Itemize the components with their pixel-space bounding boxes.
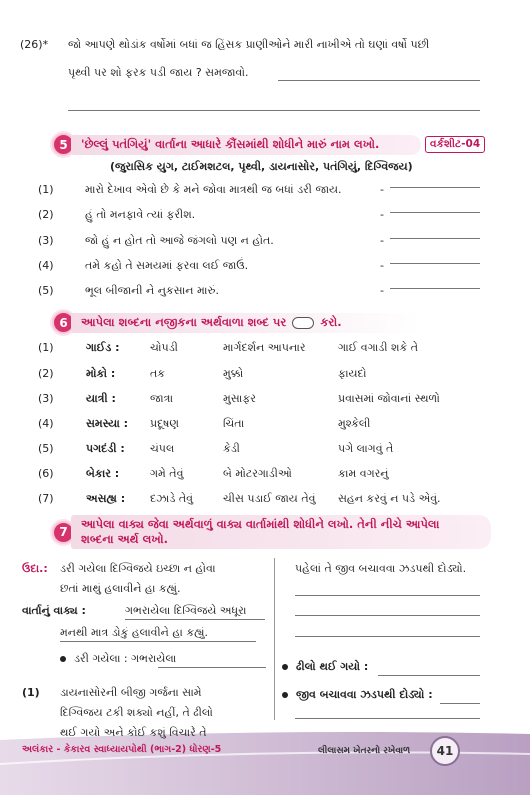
keyword: બેકાર : [86, 467, 120, 480]
option[interactable]: મુસાફર [223, 392, 256, 405]
page-number: 41 [430, 736, 460, 766]
option[interactable]: ચોપડી [150, 341, 178, 354]
option[interactable]: તક [150, 367, 166, 380]
option[interactable]: મુક્કો [223, 367, 244, 380]
answer-line[interactable] [295, 636, 480, 637]
section-title-wrap [71, 313, 421, 333]
item-number: (3) [38, 234, 54, 247]
story-sentence-line1: ગભરાયેલા દિગ્વિજયે અધૂરા [125, 604, 247, 617]
keyword: મોકો : [86, 367, 116, 380]
item-text: જો હું ન હોત તો આજે જંગલો પણ ન હોત. [85, 234, 274, 247]
item-text: હું તો મનફાવે ત્યાં ફરીશ. [85, 208, 196, 221]
dash: - [380, 259, 384, 272]
section-number-badge: 7 [52, 521, 75, 544]
section-title-end: કરો. [320, 315, 342, 329]
question-line2: દિગ્વિજય ટકી શક્યો નહીં, તે ઢીલો [60, 706, 213, 719]
section-number-badge: 5 [52, 133, 75, 156]
dash: - [380, 234, 384, 247]
question-text-line2: પૃથ્વી પર શો ફરક પડી જાય ? સમજાવો. [68, 66, 249, 79]
story-sentence-label: વાર્તાનું વાક્ય : [22, 604, 86, 617]
answer-line[interactable] [158, 667, 266, 668]
item-text: તમે કહો તે સમયમાં ફરવા લઈ જાઉં. [85, 259, 249, 272]
option[interactable]: જાત્રા [150, 392, 174, 405]
question-line3: થઈ ગયો અને કોઈ કશું વિચારે તે [60, 726, 207, 739]
option[interactable]: સહન કરવું ન પડે એવું. [338, 492, 441, 505]
underline [125, 619, 265, 620]
option[interactable]: કામ વગરનું [338, 467, 389, 480]
answer-line[interactable] [295, 615, 480, 616]
bullet-label: ઢીલો થઈ ગયો : [296, 660, 369, 673]
option[interactable]: ચિંતા [223, 417, 245, 430]
item-number: (2) [38, 208, 54, 221]
option[interactable]: ગાઈ વગાડી શકે તે [338, 341, 419, 354]
options-list: (જુરાસિક યુગ, ટાઈમશટલ, પૃથ્વી, ડાયનાસોર, પતંગિયું, દિગ્વિજય) [110, 160, 413, 173]
section-number-badge: 6 [52, 311, 75, 334]
example-line1: ડરી ગયેલા દિગ્વિજયે ઇચ્છા ન હોવા [60, 562, 216, 575]
underline [60, 641, 256, 642]
item-number: (5) [38, 284, 54, 297]
book-title: અલંકાર - કેકારવ સ્વાધ્યાયપોથી (ભાગ-2) ધોરણ-5 [22, 744, 222, 755]
option[interactable]: પગે લાગવું તે [338, 442, 394, 455]
section-title-line1: આપેલા વાક્ય જેવા અર્થવાળું વાક્ય વાર્તામાંથી શોધીને લખો. તેની નીચે આપેલા [81, 517, 440, 531]
answer-line[interactable] [295, 718, 480, 719]
question-line1: ડાયનાસોરની બીજી ગર્જના સામે [60, 686, 202, 699]
meaning-bullet-3 [282, 688, 433, 702]
answer-line[interactable] [278, 80, 480, 81]
column-divider [274, 558, 275, 720]
worksheet-tag: વર્કશીટ-04 [425, 136, 485, 153]
bullet-icon [60, 656, 66, 662]
option[interactable]: ચંપલ [150, 442, 175, 455]
dash: - [380, 183, 384, 196]
answer-blank[interactable] [390, 187, 480, 188]
answer-line[interactable] [68, 110, 480, 111]
section-title: 'છેલ્લું પતંગિયું' વાર્તાના આધારે કૌંસમાંથી શોધીને મારું નામ લખો. [71, 135, 421, 155]
dash: - [380, 284, 384, 297]
bullet-icon [282, 692, 288, 698]
keyword: અસહ્ય : [86, 492, 126, 505]
meaning-bullet-1 [60, 652, 176, 666]
answer-blank[interactable] [390, 212, 480, 213]
option[interactable]: મુશ્કેલી [338, 417, 371, 430]
answer-blank[interactable] [390, 238, 480, 239]
dash: - [380, 208, 384, 221]
story-sentence-line2: મનથી માત્ર ડોકું હલાવીને હા કહ્યું. [60, 626, 208, 639]
section-6-header [52, 311, 421, 334]
answer-blank[interactable] [390, 263, 480, 264]
row-number: (3) [38, 392, 54, 405]
answer-line[interactable] [378, 675, 480, 676]
bullet-answer: ગભરાયેલા [131, 652, 177, 665]
option[interactable]: પ્રદૂષણ [150, 417, 180, 430]
section-title: આપેલા શબ્દના નજીકના અર્થવાળા શબ્દ પર [81, 315, 287, 329]
answer-blank[interactable] [390, 288, 480, 289]
row-number: (2) [38, 367, 54, 380]
option[interactable]: દઝાડે તેવું [150, 492, 194, 505]
answer-line[interactable] [440, 703, 480, 704]
section-title-wrap [71, 515, 491, 549]
option[interactable]: ફાયદો [338, 367, 367, 380]
question-number: (1) [22, 686, 40, 699]
item-text: ભૂલ બીજાની ને નુકસાન મારું. [85, 284, 219, 297]
row-number: (4) [38, 417, 54, 430]
item-number: (4) [38, 259, 54, 272]
oval-mark-icon [292, 317, 314, 329]
keyword: સમસ્યા : [86, 417, 129, 430]
section-title-line2: શબ્દના અર્થ લખો. [81, 532, 168, 546]
item-number: (1) [38, 183, 54, 196]
question-text-line1: જો આપણે થોડાંક વર્ષોમાં બધાં જ હિંસક પ્રાણીઓને મારી નાખીએ તો ઘણાં વર્ષો પછી [68, 38, 430, 51]
right-sentence-line1: પહેલાં તે જીવ બચાવવા ઝડપથી દોડ્યો. [295, 562, 467, 575]
row-number: (6) [38, 467, 54, 480]
option[interactable]: ગમે તેવું [150, 467, 184, 480]
chapter-title: લીલાસમ ખેતરનો રખેવાળ [318, 746, 411, 756]
example-label: ઉદા.: [22, 562, 48, 575]
row-number: (5) [38, 442, 54, 455]
option[interactable]: ચીસ પડાઈ જાય તેવું [223, 492, 316, 505]
keyword: પગદંડી : [86, 442, 125, 455]
bullet-label: જીવ બચાવવા ઝડપથી દોડ્યો : [296, 688, 433, 701]
option[interactable]: માર્ગદર્શન આપનાર [223, 341, 306, 354]
row-number: (7) [38, 492, 54, 505]
option[interactable]: બે મોટરગાડીઓ [223, 467, 292, 480]
question-number: (26)* [20, 38, 49, 51]
option[interactable]: કેડી [223, 442, 240, 455]
row-number: (1) [38, 341, 54, 354]
meaning-bullet-2 [282, 660, 368, 674]
section-7-header [52, 515, 491, 549]
section-5-header [52, 133, 485, 156]
keyword: યાત્રી : [86, 392, 116, 405]
item-text: મારો દેખાવ એવો છે કે મને જોવા માત્રથી જ બધાં ડરી જાય. [85, 183, 342, 196]
bullet-label: ડરી ગયેલા : [74, 652, 128, 665]
keyword: ગાઈડ : [86, 341, 120, 354]
option[interactable]: પ્રવાસમાં જોવાનાં સ્થળો [338, 392, 440, 405]
answer-line[interactable] [295, 595, 480, 596]
bullet-icon [282, 664, 288, 670]
example-line2: છતાં માથું હલાવીને હા કહ્યું. [60, 582, 181, 595]
